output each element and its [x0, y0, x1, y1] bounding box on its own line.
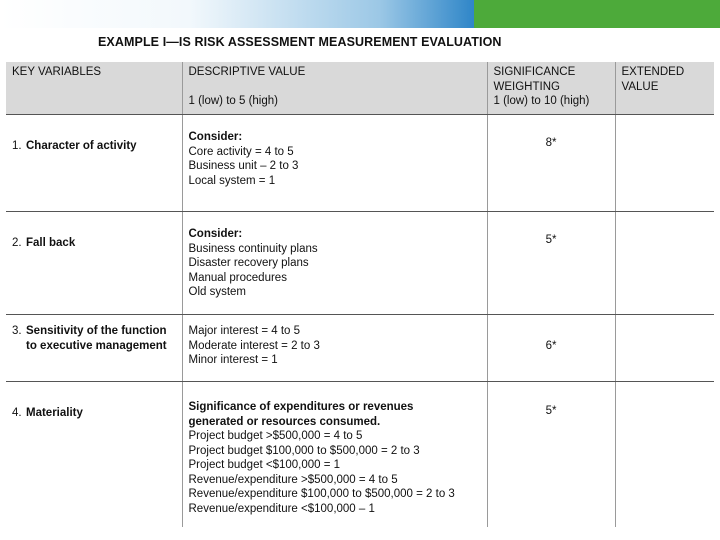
key-variable-label: Sensitivity of the function to executive management — [26, 325, 167, 352]
weighting-value: 6* — [545, 340, 557, 352]
table-row — [6, 382, 714, 527]
key-variable — [12, 212, 182, 251]
table-row — [6, 115, 714, 212]
row-number: 2. — [12, 237, 22, 249]
descriptive-line: Project budget <$100,000 = 1 — [188, 459, 341, 471]
key-variable-cell — [6, 115, 182, 212]
table-row — [6, 212, 714, 315]
row-number: 1. — [12, 140, 22, 152]
key-variable-label: Materiality — [26, 407, 83, 419]
top-bar-blue-gradient — [0, 0, 474, 28]
extended-value-cell — [615, 315, 714, 382]
descriptive-heading: Consider: — [188, 131, 243, 143]
table-header-row — [6, 62, 714, 115]
header-key-variables — [6, 62, 182, 115]
descriptive-line: Business unit – 2 to 3 — [188, 160, 299, 172]
top-color-bar — [0, 0, 720, 28]
descriptive-value — [189, 382, 487, 516]
descriptive-line: Revenue/expenditure $100,000 to $500,000 = 2 to 3 — [188, 488, 455, 500]
extended-value-cell — [615, 382, 714, 527]
header-significance-weighting — [487, 62, 615, 115]
descriptive-line: Revenue/expenditure >$500,000 = 4 to 5 — [188, 473, 398, 486]
header-weighting-label: WEIGHTING — [493, 80, 560, 93]
descriptive-line: Old system — [188, 286, 247, 298]
weighting-value: 5* — [545, 234, 557, 246]
header-extended-label: EXTENDED — [621, 66, 685, 78]
header-significance-scale: 1 (low) to 10 (high) — [493, 95, 590, 107]
header-value-label: VALUE — [621, 80, 659, 93]
risk-assessment-table — [6, 62, 714, 527]
descriptive-line: Business continuity plans — [188, 242, 318, 255]
header-descriptive-value — [182, 62, 487, 115]
top-bar-green-block — [474, 0, 720, 28]
header-descriptive-value-label: DESCRIPTIVE VALUE — [188, 66, 306, 78]
header-extended-value — [615, 62, 714, 115]
descriptive-value — [189, 212, 487, 300]
descriptive-line: Manual procedures — [188, 271, 287, 284]
key-variable-cell — [6, 382, 182, 527]
weighting-cell — [487, 382, 615, 527]
row-number: 4. — [12, 407, 22, 419]
weighting-cell — [487, 315, 615, 382]
descriptive-value-cell — [182, 382, 487, 527]
descriptive-value — [189, 315, 487, 368]
descriptive-line: Moderate interest = 2 to 3 — [188, 339, 320, 352]
key-variable-label: Fall back — [26, 237, 76, 249]
header-significance-label: SIGNIFICANCE — [493, 66, 576, 78]
descriptive-value-cell — [182, 212, 487, 315]
descriptive-value-cell — [182, 315, 487, 382]
descriptive-value — [189, 115, 487, 188]
key-variable-cell — [6, 212, 182, 315]
extended-value-cell — [615, 212, 714, 315]
extended-value-cell — [615, 115, 714, 212]
key-variable-label: Character of activity — [26, 140, 137, 152]
key-variable — [12, 115, 182, 154]
weighting-value: 5* — [545, 405, 557, 417]
table-row — [6, 315, 714, 382]
descriptive-value-cell — [182, 115, 487, 212]
descriptive-line: Core activity = 4 to 5 — [188, 145, 294, 158]
descriptive-line: Major interest = 4 to 5 — [188, 325, 301, 337]
header-key-variables-label: KEY VARIABLES — [12, 66, 102, 78]
weighting-value: 8* — [545, 137, 557, 149]
weighting-cell — [487, 115, 615, 212]
descriptive-line: Project budget $100,000 to $500,000 = 2 to 3 — [188, 444, 420, 457]
key-variable — [12, 382, 182, 421]
page-title: EXAMPLE I—IS RISK ASSESSMENT MEASUREMENT EVALUATION — [98, 35, 502, 49]
descriptive-heading: Consider: — [188, 228, 243, 240]
descriptive-heading: Significance of expenditures or revenues generated or resources consumed. — [188, 401, 414, 428]
key-variable — [12, 315, 182, 353]
descriptive-line: Project budget >$500,000 = 4 to 5 — [188, 430, 363, 442]
descriptive-line: Revenue/expenditure <$100,000 – 1 — [188, 502, 375, 515]
descriptive-line: Disaster recovery plans — [188, 257, 309, 269]
descriptive-line: Local system = 1 — [188, 174, 276, 187]
header-descriptive-value-scale: 1 (low) to 5 (high) — [188, 94, 278, 107]
row-number: 3. — [12, 325, 22, 337]
weighting-cell — [487, 212, 615, 315]
key-variable-cell — [6, 315, 182, 382]
descriptive-line: Minor interest = 1 — [188, 354, 278, 366]
